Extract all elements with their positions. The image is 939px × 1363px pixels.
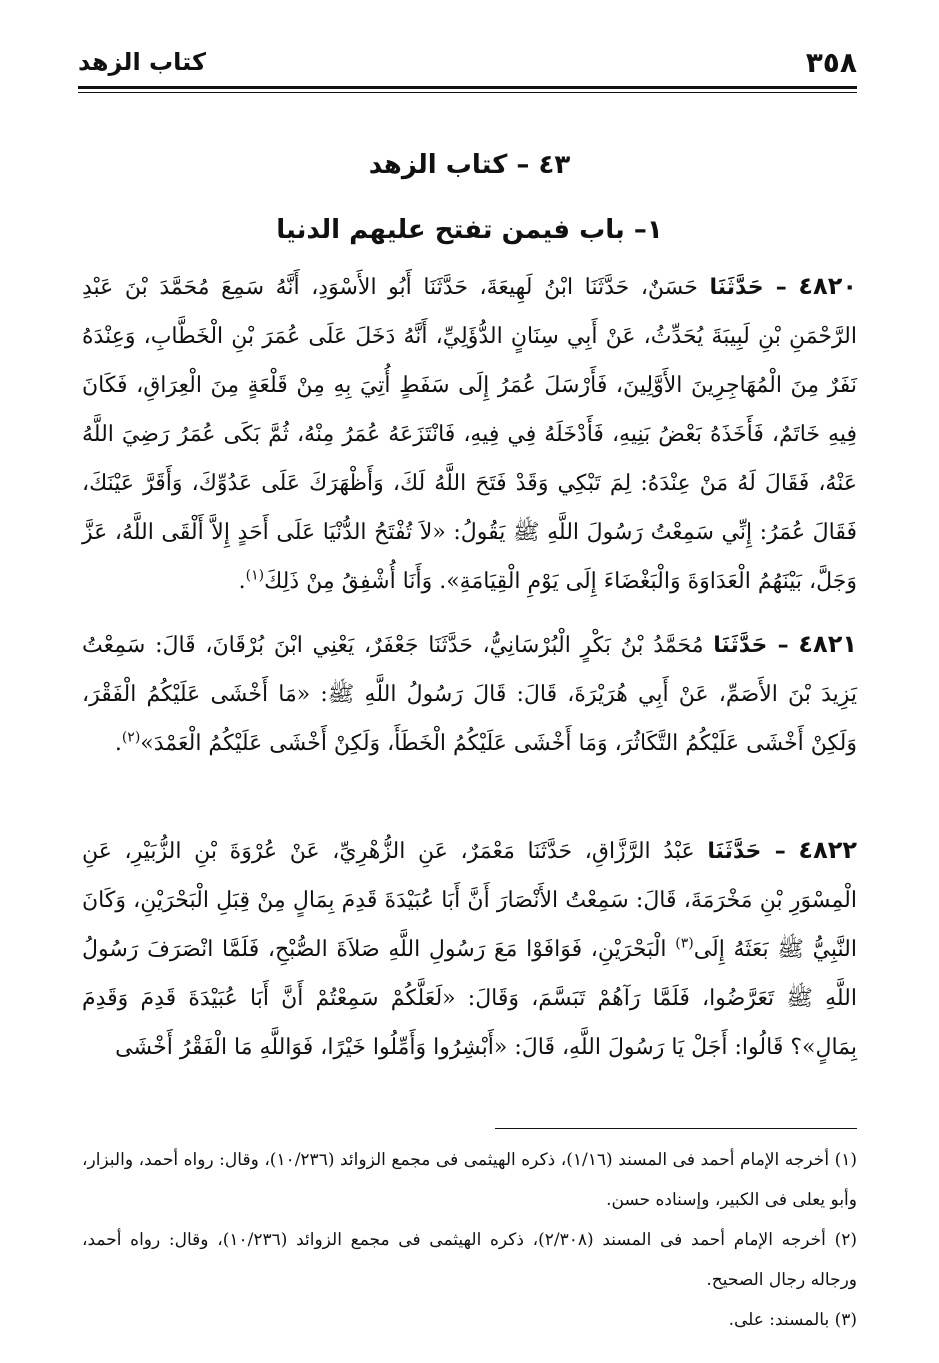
hadith-4821: ٤٨٢١ – حَدَّثَنَا مُحَمَّدُ بْنُ بَكْرٍ الْبُرْسَانِيُّ، حَدَّثَنَا جَعْفَرٌ، يَعْنِي ابْنَ بُرْقَانَ، قَالَ: سَمِعْتُ يَزِيدَ بْنَ الأَصَمِّ، عَنْ أَبِي هُرَيْرَةَ، قَالَ: قَالَ رَسُولُ اللَّهِ ﷺ: «مَا أَخْشَى عَلَيْكُمُ الْفَقْرَ، وَلَكِنْ أَخْشَى عَلَيْكُمُ التَّكَاثُرَ، وَمَا أَخْشَى عَلَيْكُمُ الْخَطَأَ، وَلَكِنْ أَخْشَى عَلَيْكُمُ الْعَمْدَ»$^{(٢)}$.	[82, 630, 857, 756]
footnote-separator	[495, 1128, 857, 1129]
hadith-text-cont: الْبَحْرَيْنِ، فَوَافَوْا مَعَ رَسُولِ اللَّهِ صَلاَةَ الصُّبْحِ، فَلَمَّا انْصَرَفَ رَسُولُ اللَّهِ ﷺ تَعَرَّضُوا، فَلَمَّا رَآهُمْ تَبَسَّمَ، وَقَالَ: «لَعَلَّكُمْ سَمِعْتُمْ أَنَّ أَبَا عُبَيْدَةَ قَدِمَ وَقَدِمَ بِمَالٍ»؟ قَالُوا: أَجَلْ يَا رَسُولَ اللَّهِ، قَالَ: «أَبْشِرُوا وَأَمِّلُوا خَيْرًا، فَوَاللَّهِ مَا الْفَقْرُ أَخْشَى	[82, 937, 857, 1060]
footnote-2: (٢) أخرجه الإمام أحمد فى المسند (٢/٣٠٨)، ذكره الهيثمى فى مجمع الزوائد (١٠/٢٣٦)، وقال: رواه أحمد، ورجاله رجال الصحيح.	[82, 1230, 857, 1290]
hadith-text-end: .	[238, 569, 246, 594]
hadith-number: ٤٨٢٠	[798, 272, 857, 300]
hadith-text: عَبْدُ الرَّزَّاقِ، حَدَّثَنَا مَعْمَرٌ، عَنِ الزُّهْرِيِّ، عَنْ عُرْوَةَ بْنِ الزُّبَيْرِ، عَنِ الْمِسْوَرِ بْنِ مَخْرَمَةَ، قَالَ: سَمِعْتُ الأَنْصَارَ أَنَّ أَبَا عُبَيْدَةَ قَدِمَ بِمَالٍ مِنْ قِبَلِ الْبَحْرَيْنِ، وَكَانَ النَّبِيُّ ﷺ بَعَثَهُ إِلَى	[82, 839, 857, 962]
book-title: ٤٣ – كتاب الزهد	[368, 150, 571, 180]
footnotes	[82, 1140, 857, 1340]
footnote-3: (٣) بالمسند: على.	[728, 1310, 857, 1330]
hadith-4820: ٤٨٢٠ – حَدَّثَنَا حَسَنٌ، حَدَّثَنَا ابْنُ لَهِيعَةَ، حَدَّثَنَا أَبُو الأَسْوَدِ، أَنَّهُ سَمِعَ مُحَمَّدَ بْنَ عَبْدِ الرَّحْمَنِ بْنِ لَبِيبَةَ يُحَدِّثُ، عَنْ أَبِي سِنَانٍ الدُّؤَلِيِّ، أَنَّهُ دَخَلَ عَلَى عُمَرَ بْنِ الْخَطَّابِ، وَعِنْدَهُ نَفَرٌ مِنَ الْمُهَاجِرِينَ الأَوَّلِينَ، فَأَرْسَلَ عُمَرُ إِلَى سَفَطٍ أُتِيَ بِهِ مِنْ قَلْعَةٍ مِنَ الْعِرَاقِ، فَكَانَ فِيهِ خَاتَمٌ، فَأَخَذَهُ بَعْضُ بَنِيهِ، فَأَدْخَلَهُ فِي فِيهِ، فَانْتَزَعَهُ عُمَرُ مِنْهُ، ثُمَّ بَكَى عُمَرُ رَضِيَ اللَّهُ عَنْهُ، فَقَالَ لَهُ مَنْ عِنْدَهُ: لِمَ تَبْكِي وَقَدْ فَتَحَ اللَّهُ لَكَ، وَأَظْهَرَكَ عَلَى عَدُوِّكَ، وَأَقَرَّ عَيْنَكَ، فَقَالَ عُمَرُ: إِنِّي سَمِعْتُ رَسُولَ اللَّهِ ﷺ يَقُولُ: «لاَ تُفْتَحُ الدُّنْيَا عَلَى أَحَدٍ إِلاَّ أَلْقَى اللَّهُ، عَزَّ وَجَلَّ، بَيْنَهُمُ الْعَدَاوَةَ وَالْبَغْضَاءَ إِلَى يَوْمِ الْقِيَامَةِ». وَأَنَا أُشْفِقُ مِنْ ذَلِكَ$^{(١)}$.	[82, 272, 857, 594]
footnote-ref-3: (٣)	[675, 935, 694, 952]
hadith-number: ٤٨٢١	[798, 630, 857, 658]
hadith-text: مُحَمَّدُ بْنُ بَكْرٍ الْبُرْسَانِيُّ، حَدَّثَنَا جَعْفَرٌ، يَعْنِي ابْنَ بُرْقَانَ، قَالَ: سَمِعْتُ يَزِيدَ بْنَ الأَصَمِّ، عَنْ أَبِي هُرَيْرَةَ، قَالَ: قَالَ رَسُولُ اللَّهِ ﷺ: «مَا أَخْشَى عَلَيْكُمُ الْفَقْرَ، وَلَكِنْ أَخْشَى عَلَيْكُمُ التَّكَاثُرَ، وَمَا أَخْشَى عَلَيْكُمُ الْخَطَأَ، وَلَكِنْ أَخْشَى عَلَيْكُمُ الْعَمْدَ»	[82, 633, 857, 756]
hadith-text-end: .	[114, 731, 122, 756]
chapter-title: ١– باب فيمن تفتح عليهم الدنيا	[276, 215, 663, 245]
hadith-4822: ٤٨٢٢ – حَدَّثَنَا عَبْدُ الرَّزَّاقِ، حَدَّثَنَا مَعْمَرٌ، عَنِ الزُّهْرِيِّ، عَنْ عُرْوَةَ بْنِ الزُّبَيْرِ، عَنِ الْمِسْوَرِ بْنِ مَخْرَمَةَ، قَالَ: سَمِعْتُ الأَنْصَارَ أَنَّ أَبَا عُبَيْدَةَ قَدِمَ بِمَالٍ مِنْ قِبَلِ الْبَحْرَيْنِ، وَكَانَ النَّبِيُّ ﷺ بَعَثَهُ إِلَى$^{(٣)}$ الْبَحْرَيْنِ، فَوَافَوْا مَعَ رَسُولِ اللَّهِ صَلاَةَ الصُّبْحِ، فَلَمَّا انْصَرَفَ رَسُولُ اللَّهِ ﷺ تَعَرَّضُوا، فَلَمَّا رَآهُمْ تَبَسَّمَ، وَقَالَ: «لَعَلَّكُمْ سَمِعْتُمْ أَنَّ أَبَا عُبَيْدَةَ قَدِمَ وَقَدِمَ بِمَالٍ»؟ قَالُوا: أَجَلْ يَا رَسُولَ اللَّهِ، قَالَ: «أَبْشِرُوا وَأَمِّلُوا خَيْرًا، فَوَاللَّهِ مَا الْفَقْرُ أَخْشَى	[82, 836, 858, 1060]
footnote-1: (١) أخرجه الإمام أحمد فى المسند (١/١٦)، ذكره الهيثمى فى مجمع الزوائد (١٠/٢٣٦)، وقال: رواه أحمد، والبزار، وأبو يعلى فى الكبير، وإسناده حسن.	[82, 1150, 857, 1210]
hadith-number: ٤٨٢٢	[798, 836, 858, 864]
footnote-ref-2: (٢)	[121, 729, 141, 746]
header-rule-thick	[78, 86, 857, 89]
header-rule-thin	[78, 92, 857, 93]
narration-opener: حَدَّثَنَا	[709, 275, 764, 300]
page-number: ٣٥٨	[805, 45, 857, 79]
narration-opener: حَدَّثَنَا	[713, 633, 768, 658]
running-title: كتاب الزهد	[78, 48, 206, 76]
hadith-text: حَسَنٌ، حَدَّثَنَا ابْنُ لَهِيعَةَ، حَدَّثَنَا أَبُو الأَسْوَدِ، أَنَّهُ سَمِعَ مُحَمَّدَ بْنَ عَبْدِ الرَّحْمَنِ بْنِ لَبِيبَةَ يُحَدِّثُ، عَنْ أَبِي سِنَانٍ الدُّؤَلِيِّ، أَنَّهُ دَخَلَ عَلَى عُمَرَ بْنِ الْخَطَّابِ، وَعِنْدَهُ نَفَرٌ مِنَ الْمُهَاجِرِينَ الأَوَّلِينَ، فَأَرْسَلَ عُمَرُ إِلَى سَفَطٍ أُتِيَ بِهِ مِنْ قَلْعَةٍ مِنَ الْعِرَاقِ، فَكَانَ فِيهِ خَاتَمٌ، فَأَخَذَهُ بَعْضُ بَنِيهِ، فَأَدْخَلَهُ فِي فِيهِ، فَانْتَزَعَهُ عُمَرُ مِنْهُ، ثُمَّ بَكَى عُمَرُ رَضِيَ اللَّهُ عَنْهُ، فَقَالَ لَهُ مَنْ عِنْدَهُ: لِمَ تَبْكِي وَقَدْ فَتَحَ اللَّهُ لَكَ، وَأَظْهَرَكَ عَلَى عَدُوِّكَ، وَأَقَرَّ عَيْنَكَ، فَقَالَ عُمَرُ: إِنِّي سَمِعْتُ رَسُولَ اللَّهِ ﷺ يَقُولُ: «لاَ تُفْتَحُ الدُّنْيَا عَلَى أَحَدٍ إِلاَّ أَلْقَى اللَّهُ، عَزَّ وَجَلَّ، بَيْنَهُمُ الْعَدَاوَةَ وَالْبَغْضَاءَ إِلَى يَوْمِ الْقِيَامَةِ». وَأَنَا أُشْفِقُ مِنْ ذَلِكَ	[82, 275, 857, 594]
narration-opener: حَدَّثَنَا	[707, 839, 762, 864]
page-header	[78, 40, 857, 84]
footnote-ref-1: (١)	[245, 567, 265, 584]
